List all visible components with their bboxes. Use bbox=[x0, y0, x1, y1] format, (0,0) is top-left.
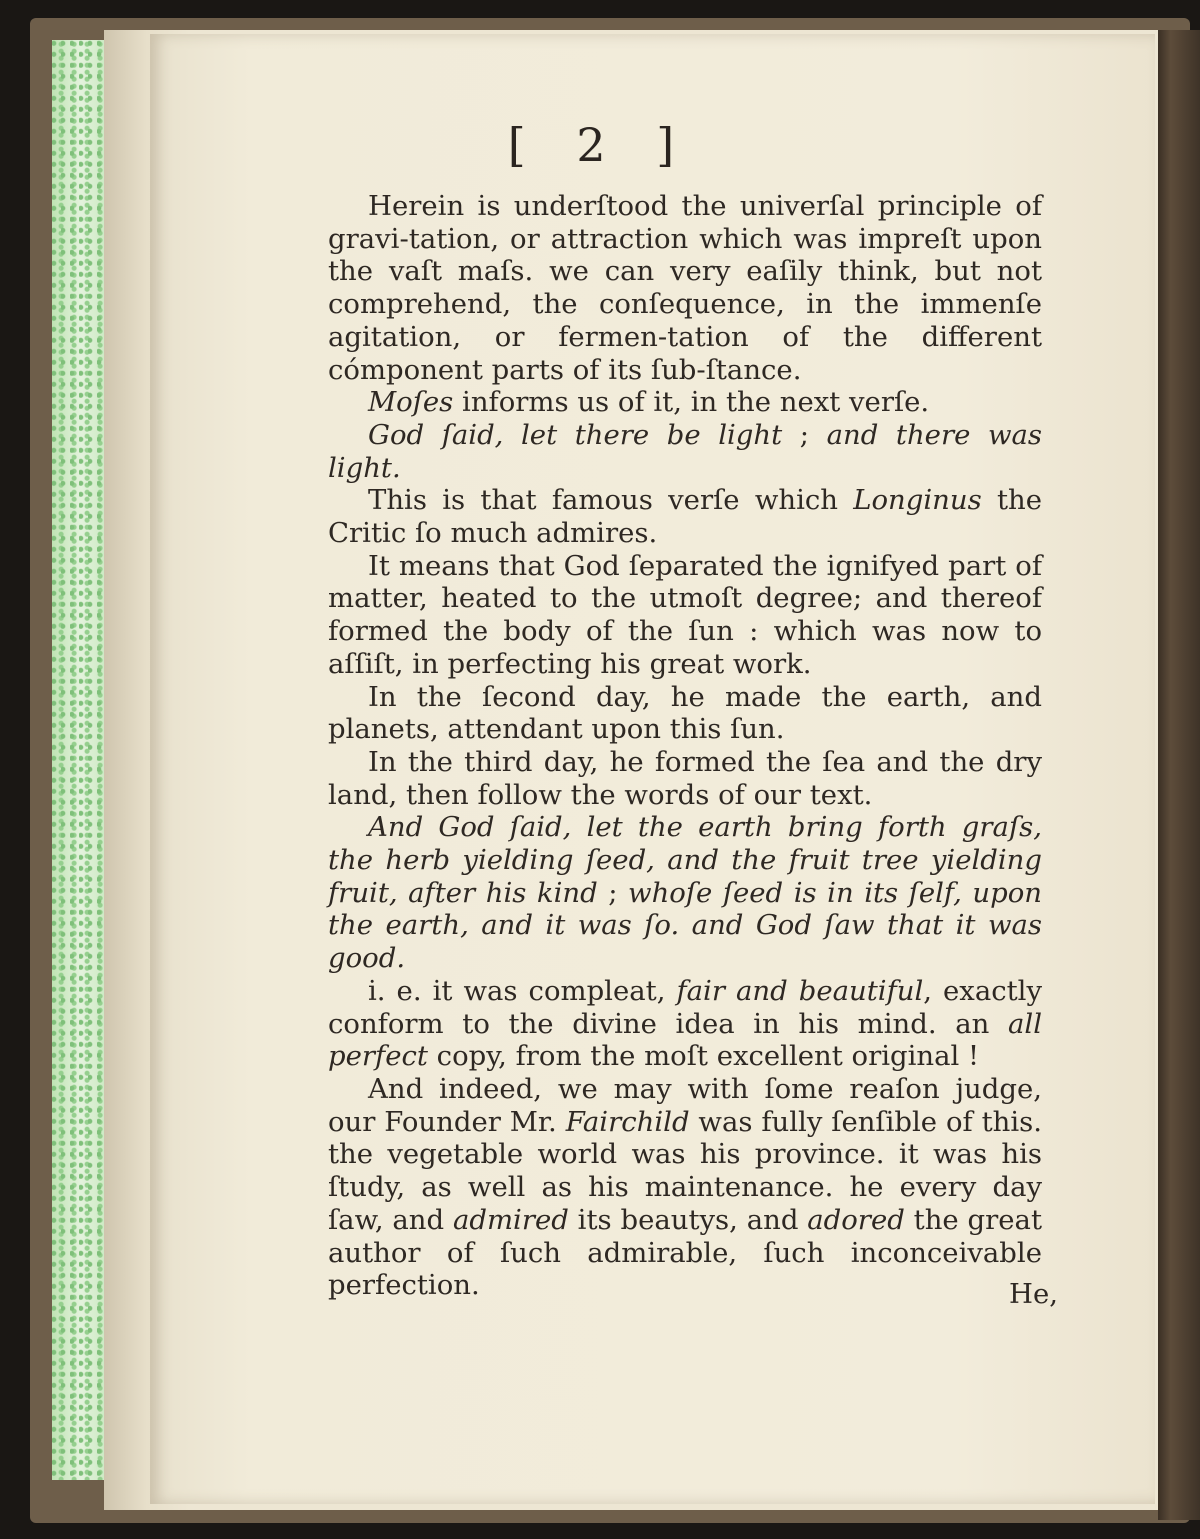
text-segment: its beautys, and bbox=[568, 1203, 808, 1236]
text-segment: was fully ſenſible of this. the vegetable world was his province. it was his ſtudy, as well as his maintenance. he every day ſaw, and bbox=[328, 1105, 1042, 1236]
paragraph bbox=[328, 811, 1042, 975]
italic-text: And God ſaid, let the earth bring forth graſs, the herb yielding ſeed, and the fruit tree yielding fruit, after his kind bbox=[328, 811, 1042, 909]
paragraph bbox=[328, 550, 1042, 681]
paragraph bbox=[328, 975, 1042, 1073]
text-segment: ; bbox=[782, 418, 827, 451]
paragraph bbox=[328, 681, 1042, 746]
page-body-text bbox=[328, 190, 1042, 1302]
text-segment: the Critic ſo much admires. bbox=[328, 484, 1042, 550]
text-segment: i. e. it was compleat, bbox=[368, 974, 677, 1007]
text-segment: ; bbox=[597, 876, 629, 909]
italic-text: God ſaid, let there be light bbox=[368, 418, 783, 451]
paragraph bbox=[328, 484, 1042, 549]
paragraph bbox=[328, 1073, 1042, 1302]
italic-text: all perfect bbox=[328, 1007, 1042, 1073]
text-segment: the great author of ſuch admirable, ſuch inconceivable perfection. bbox=[328, 1203, 1042, 1302]
italic-text: adored bbox=[807, 1203, 905, 1236]
text-segment: It means that God ſeparated the ignifyed part of matter, heated to the utmoſt degree; and thereof formed the body of the ſun : which was now to aſſiſt, in perfecting his great work. bbox=[328, 549, 1042, 680]
text-segment: , exactly conform to the divine idea in his mind. an bbox=[328, 974, 1042, 1040]
text-segment: In the ſecond day, he made the earth, and planets, attendant upon this ſun. bbox=[328, 680, 1042, 746]
text-segment: copy, from the moſt excellent original ! bbox=[427, 1040, 980, 1073]
catchword: He, bbox=[1009, 1278, 1058, 1310]
italic-text: Fairchild bbox=[565, 1105, 690, 1138]
text-segment: And indeed, we may with ſome reaſon judge, our Founder Mr. bbox=[328, 1072, 1042, 1138]
marbled-endpaper bbox=[52, 40, 110, 1480]
paragraph bbox=[328, 746, 1042, 811]
text-segment: This is that famous verſe which bbox=[368, 484, 854, 517]
italic-text: Moſes bbox=[368, 386, 454, 419]
italic-text: Longinus bbox=[853, 484, 982, 517]
spine-edge bbox=[1158, 30, 1200, 1520]
italic-text: and there was light. bbox=[328, 418, 1042, 484]
italic-text: fair and beautiful bbox=[676, 974, 924, 1007]
text-segment: informs us of it, in the next verſe. bbox=[453, 386, 930, 419]
italic-text: whoſe ſeed is in its ſelf, upon the earth, and it was ſo. and God ſaw that it was good. bbox=[328, 876, 1042, 975]
text-segment: Herein is underſtood the univerſal principle of gravi-tation, or attraction which was impreſt upon the vaſt maſs. we can very eaſily think, but not comprehend, the conſequence, in the immenſe agitation, or fermen-tation of the different cómponent parts of its ſub-ſtance. bbox=[328, 190, 1042, 386]
paragraph bbox=[328, 419, 1042, 484]
text-segment: In the third day, he formed the ſea and the dry land, then follow the words of our text. bbox=[328, 745, 1042, 811]
paragraph bbox=[328, 190, 1042, 386]
page-number: [ 2 ] bbox=[507, 118, 693, 172]
paragraph bbox=[328, 386, 1042, 419]
italic-text: admired bbox=[452, 1203, 569, 1236]
